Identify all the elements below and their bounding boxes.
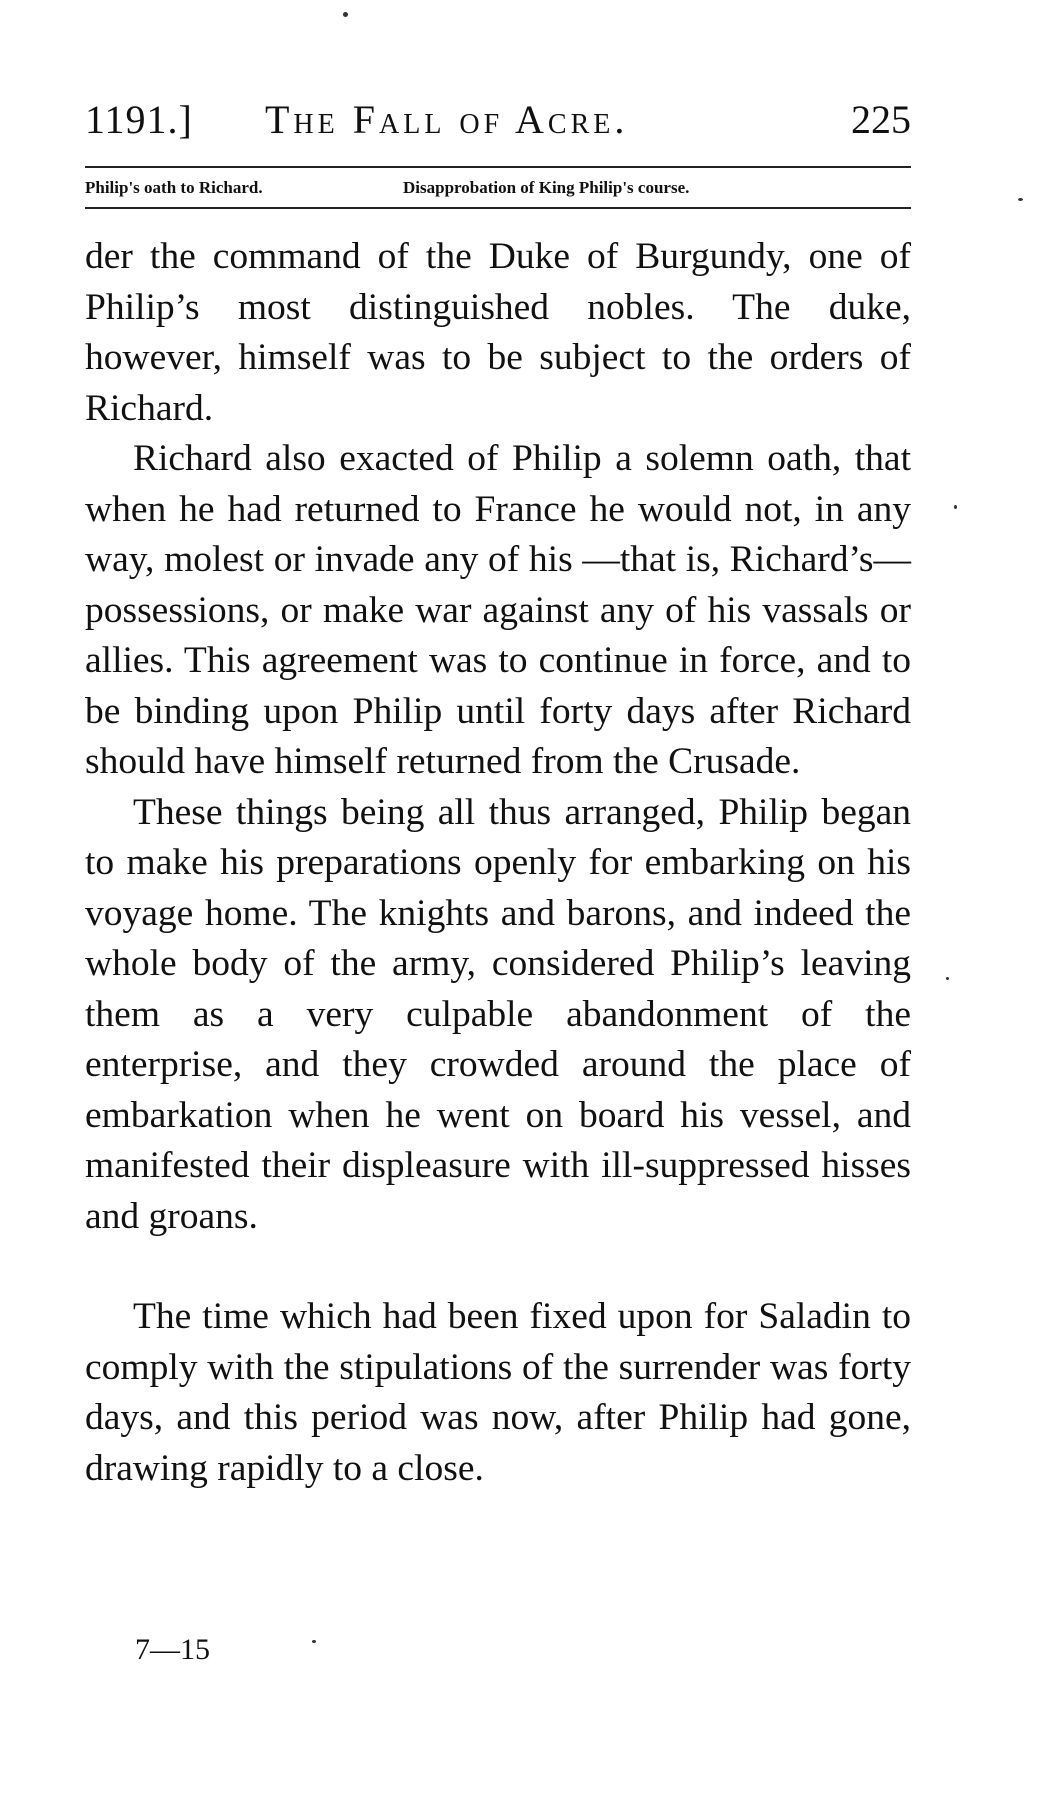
scan-speck [946,977,949,980]
paragraph: These things being all thus arranged, Philip began to make his preparations openly for embarking on his voyage home. The knights and barons, and indeed the whole body of the army, considered Philip’s leaving them as a very culpable abandonment of the enterprise, and they crowded around the place of embarkation when he went on board his vessel, and manifested their displeasure with ill-suppressed hisses and groans. [85,791,911,1237]
scan-speck [1018,198,1023,201]
subheading-right: Disapprobation of King Philip's course. [403,178,690,197]
paragraph: Richard also exacted of Philip a solemn oath, that when he had returned to France he would not, in any way, molest or invade any of his —that is, Richard’s—possessions, or make war against any of his vassals or allies. This agreement was to continue in force, and to be binding upon Philip until forty days after Richard should have himself returned from the Crusade. [85,438,911,782]
header-rule-top [85,166,911,168]
body-text [85,232,911,1494]
scan-speck [954,505,957,509]
signature-mark: 7—15 [135,1633,210,1666]
scan-speck [343,12,348,17]
header-rule-bottom [85,207,911,209]
scan-speck [312,1640,316,1643]
paragraph-continued: der the command of the Duke of Burgundy, one of Philip’s most distinguished nobles. The duke, however, himself was to be subject to the orders of Richard. [85,236,911,429]
paragraph: The time which had been fixed upon for Saladin to comply with the stipulations of the surrender was forty days, and this period was now, after Philip had gone, drawing rapidly to a close. [85,1296,911,1489]
subheading-left: Philip's oath to Richard. [85,178,263,197]
header-year: 1191.] [85,97,193,142]
page-number: 225 [851,97,911,142]
header-title: The Fall of Acre. [265,97,629,142]
running-header [85,96,911,156]
